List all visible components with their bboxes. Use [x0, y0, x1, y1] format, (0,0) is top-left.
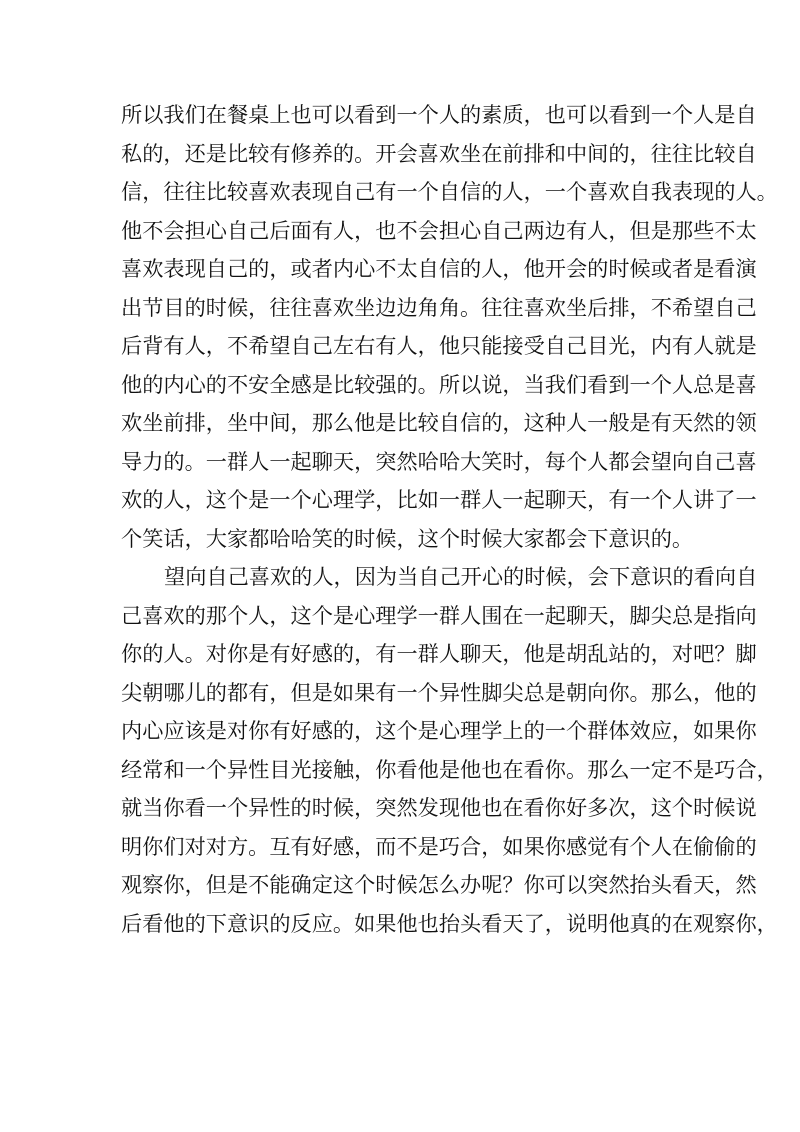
text-line: 欢坐前排，坐中间，那么他是比较自信的，这种人一般是有天然的领	[121, 410, 757, 435]
text-line: 就当你看一个异性的时候，突然发现他也在看你好多次，这个时候说	[121, 795, 757, 820]
text-line: 经常和一个异性目光接触，你看他是他也在看你。那么一定不是巧合，	[121, 756, 778, 782]
text-line: 喜欢表现自己的，或者内心不太自信的人，他开会的时候或者是看演	[121, 256, 757, 281]
text-line: 欢的人，这个是一个心理学，比如一群人一起聊天，有一个人讲了一	[121, 487, 757, 512]
text-line: 你的人。对你是有好感的，有一群人聊天，他是胡乱站的，对吧？脚	[121, 641, 757, 666]
document-body	[121, 96, 778, 943]
text-line: 后背有人，不希望自己左右有人，他只能接受自己目光，内有人就是	[121, 333, 757, 358]
text-line: 内心应该是对你有好感的，这个是心理学上的一个群体效应，如果你	[121, 718, 757, 743]
paragraph-1	[121, 96, 778, 558]
text-line: 导力的。一群人一起聊天，突然哈哈大笑时，每个人都会望向自己喜	[121, 448, 757, 474]
text-line: 信，往往比较喜欢表现自己有一个自信的人，一个喜欢自我表现的人。	[121, 179, 778, 204]
text-line: 他的内心的不安全感是比较强的。所以说，当我们看到一个人总是喜	[121, 371, 757, 397]
text-line: 观察你，但是不能确定这个时候怎么办呢？你可以突然抬头看天，然	[121, 872, 757, 897]
text-line: 明你们对对方。互有好感，而不是巧合，如果你感觉有个人在偷偷的	[121, 833, 757, 859]
text-line: 所以我们在餐桌上也可以看到一个人的素质，也可以看到一个人是自	[121, 102, 757, 127]
text-line: 出节目的时候，往往喜欢坐边边角角。往往喜欢坐后排，不希望自己	[121, 294, 757, 320]
text-line: 己喜欢的那个人，这个是心理学一群人围在一起聊天，脚尖总是指向	[121, 602, 757, 628]
paragraph-2	[121, 558, 778, 943]
text-line: 尖朝哪儿的都有，但是如果有一个异性脚尖总是朝向你。那么，他的	[121, 679, 757, 705]
text-line: 他不会担心自己后面有人，也不会担心自己两边有人，但是那些不太	[121, 217, 757, 243]
text-line: 个笑话，大家都哈哈笑的时候，这个时候大家都会下意识的。	[121, 525, 694, 551]
text-line: 私的，还是比较有修养的。开会喜欢坐在前排和中间的，往往比较自	[121, 140, 757, 166]
text-line: 后看他的下意识的反应。如果他也抬头看天了，说明他真的在观察你，	[121, 910, 778, 936]
text-line: 望向自己喜欢的人，因为当自己开心的时候，会下意识的看向自	[164, 564, 758, 589]
